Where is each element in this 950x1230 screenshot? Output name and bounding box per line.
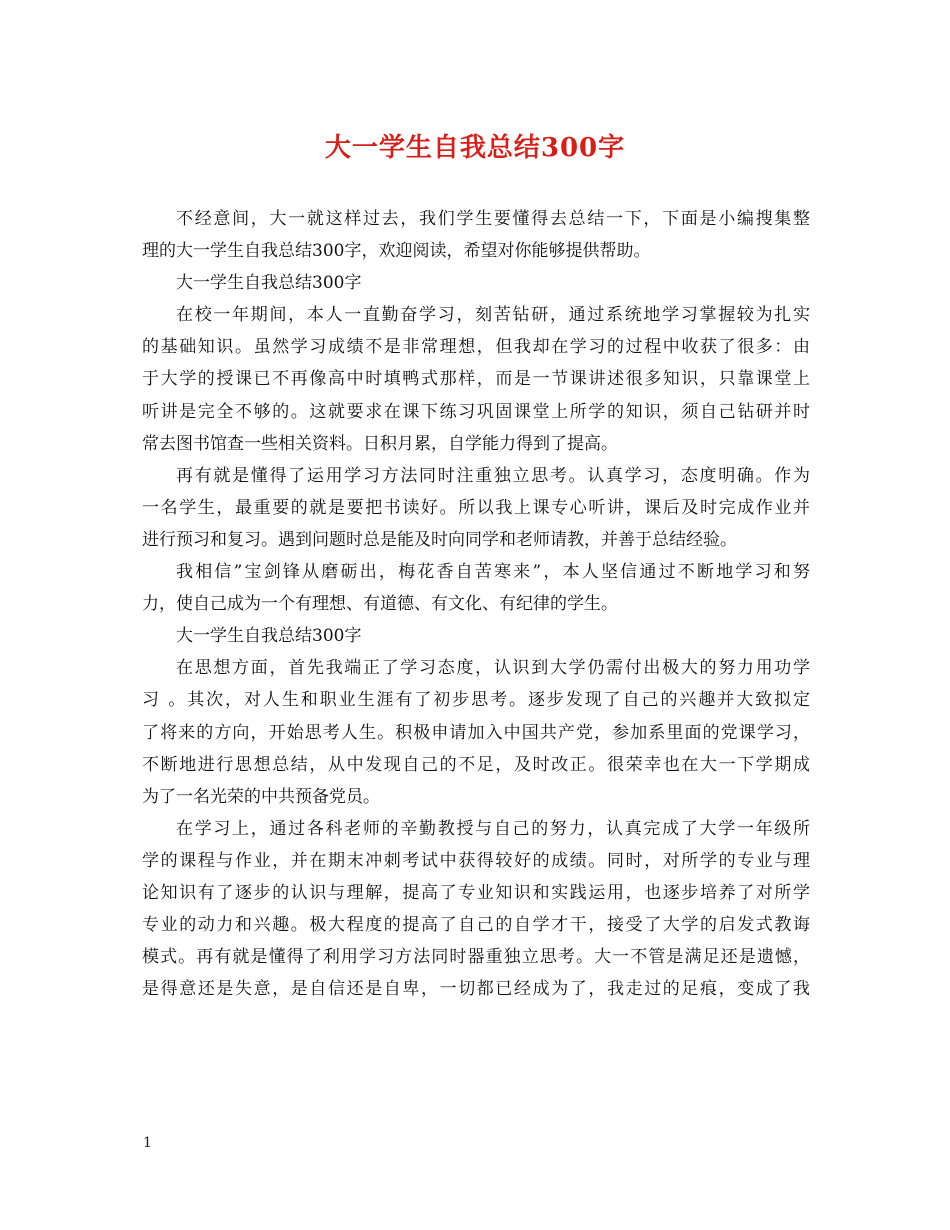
body-line: 理的大一学生自我总结300字，欢迎阅读，希望对你能够提供帮助。 — [142, 241, 651, 262]
document-title: 大一学生自我总结300字 — [324, 133, 626, 163]
body-line: 模式。再有就是懂得了利用学习方法同时器重独立思考。大一不管是满足还是遗憾， — [142, 947, 810, 968]
body-line: 力，使自己成为一个有理想、有道德、有文化、有纪律的学生。 — [142, 594, 618, 615]
body-line: 于大学的授课已不再像高中时填鸭式那样，而是一节课讲述很多知识，只靠课堂上 — [142, 369, 810, 390]
body-line: 习 。其次，对人生和职业生涯有了初步思考。逐步发现了自己的兴趣并大致拟定 — [142, 690, 810, 711]
body-line: 学的课程与作业，并在期末冲刺考试中获得较好的成绩。同时，对所学的专业与理 — [142, 850, 810, 871]
section-heading: 大一学生自我总结300字 — [176, 273, 362, 294]
body-line: 的基础知识。虽然学习成绩不是非常理想，但我却在学习的过程中收获了很多：由 — [142, 337, 810, 358]
section-heading: 大一学生自我总结300字 — [176, 626, 362, 647]
document-body — [142, 203, 810, 1005]
body-line: 为了一名光荣的中共预备党员。 — [142, 786, 380, 807]
body-line: 在学习上，通过各科老师的辛勤教授与自己的努力，认真完成了大学一年级所 — [176, 818, 810, 839]
body-line: 听讲是完全不够的。这就要求在课下练习巩固课堂上所学的知识，须自己钻研并时 — [142, 401, 810, 422]
body-line: 一名学生，最重要的就是要把书读好。所以我上课专心听讲，课后及时完成作业并 — [142, 497, 810, 518]
body-line: 了将来的方向，开始思考人生。积极申请加入中国共产党，参加系里面的党课学习， — [142, 722, 810, 743]
body-line: 在思想方面，首先我端正了学习态度，认识到大学仍需付出极大的努力用功学 — [176, 658, 810, 679]
body-line: 我相信”宝剑锋从磨砺出，梅花香自苦寒来”，本人坚信通过不断地学习和努 — [176, 562, 810, 583]
body-line: 不断地进行思想总结，从中发现自己的不足，及时改正。很荣幸也在大一下学期成 — [142, 754, 810, 775]
body-line: 是得意还是失意，是自信还是自卑，一切都已经成为了，我走过的足痕，变成了我 — [142, 979, 810, 1000]
page-number: 1 — [143, 1135, 152, 1151]
body-line: 专业的动力和兴趣。极大程度的提高了自己的自学才干，接受了大学的启发式教诲 — [142, 915, 810, 936]
body-line: 不经意间，大一就这样过去，我们学生要懂得去总结一下，下面是小编搜集整 — [176, 209, 810, 229]
body-line: 再有就是懂得了运用学习方法同时注重独立思考。认真学习，态度明确。作为 — [176, 465, 810, 486]
body-line: 进行预习和复习。遇到问题时总是能及时向同学和老师请教，并善于总结经验。 — [142, 529, 737, 550]
body-line: 在校一年期间，本人一直勤奋学习，刻苦钻研，通过系统地学习掌握较为扎实 — [176, 305, 810, 326]
body-line: 常去图书馆查一些相关资料。日积月累，自学能力得到了提高。 — [142, 433, 618, 454]
body-line: 论知识有了逐步的认识与理解，提高了专业知识和实践运用，也逐步培养了对所学 — [142, 882, 810, 903]
